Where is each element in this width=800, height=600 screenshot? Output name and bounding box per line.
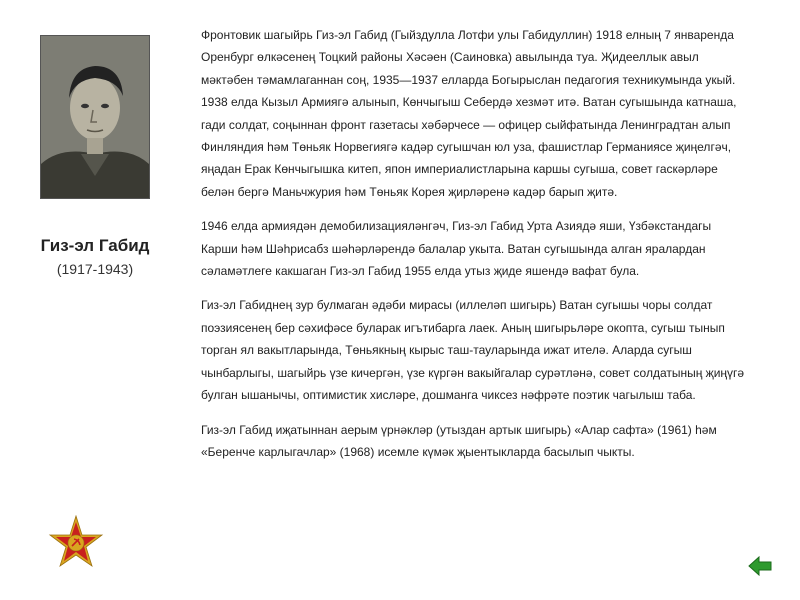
biography-text xyxy=(201,24,747,475)
paragraph-1: Фронтовик шагыйрь Гиз-эл Габид (Гыйздулла Лотфи улы Габидуллин) 1918 елның 7 январенда Оренбург өлкәсенең Тоцкий районы Хәсәен (Саиновка) авылында туа. Җидееллык авыл мәктәбен тәмамлаганнан соң, 1935—1937 елларда Богырыслан педагогия техникумында укый. 1938 елда Кызыл Армиягә алынып, Көнчыгыш Себердә хезмәт итә. Ватан сугышында катнаша, гади солдат, соңыннан фронт газетасы хәбәрчесе — офицер сыйфатында Ленинградтан алып Финляндия һәм Төньяк Норвегиягә кадәр сугышчан юл уза, фашистлар Германиясе җиңелгәч, яңадан Ерак Көнчыгышка китеп, япон империалистларына каршы сугыша, совет гаскәрләре белән бергә Маньчжурия һәм Төньяк Корея җирләренә кадәр барып җитә. xyxy=(201,28,737,199)
person-years: (1917-1943) xyxy=(56,261,134,277)
portrait-image xyxy=(41,36,149,198)
paragraph-3: Гиз-эл Габиднең зур булмаган әдәби мирасы (иллеләп шигырь) Ватан сугышы чоры солдат поэзиясенең бер сәхифәсе буларак игътибарга лаек. Аның шигырьләре окопта, сугыш тынып торган ял вакытларында, Төньякның кырыс таш-тауларында ижат ителә. Аларда сугыш чынбарлыгы, шагыйрь үзе кичергән, үзе күргән вакыйгалар сурәтләнә, совет солдатының җиңүгә булган ышанычы, оптимистик хисләре, дошманга чиксез нәфрәте поэтик чагылыш таба. xyxy=(201,298,745,403)
paragraph-4: Гиз-эл Габид иҗатыннан аерым үрнәкләр (утыздан артык шигырь) «Алар сафта» (1961) һәм «Беренче карлыгачлар» (1968) исемле күмәк җыентыкларда басылып чыкты. xyxy=(201,422,717,459)
order-of-patriotic-war-icon xyxy=(48,515,104,571)
paragraph-2: 1946 елда армиядән демобилизацияләнгәч, Гиз-эл Габид Урта Азиядә яши, Үзбәкстандагы Карши һәм Шәһрисабз шәһәрләрендә балалар укыта. Ватан сугышында алган яралардан сәламәтлеге какшаган Гиз-эл Габид 1955 елда утыз җиде яшендә вафат була. xyxy=(201,219,712,279)
back-button[interactable] xyxy=(747,556,773,576)
green-back-arrow-icon xyxy=(747,556,773,576)
portrait-photo xyxy=(40,35,150,199)
person-name: Гиз-эл Габид xyxy=(40,236,150,255)
